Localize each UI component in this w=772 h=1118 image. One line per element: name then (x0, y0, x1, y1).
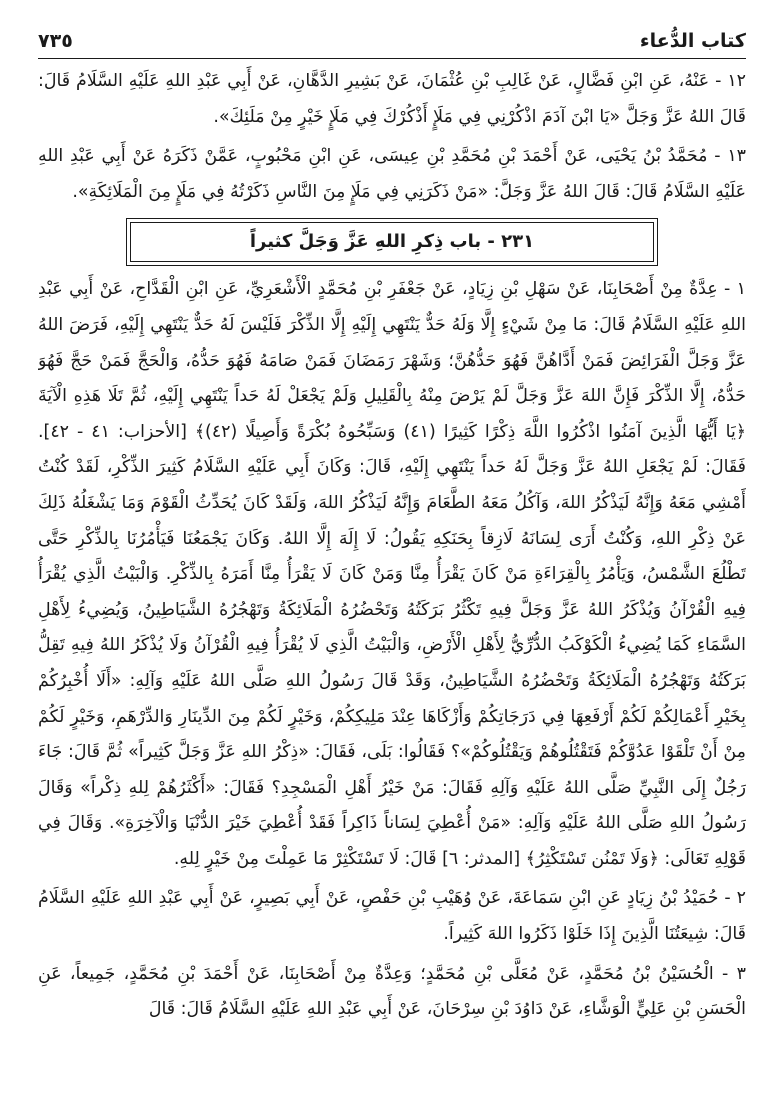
hadith-1: ١ - عِدَّةٌ مِنْ أَصْحَابِنَا، عَنْ سَهْلِ بْنِ زِيَادٍ، عَنْ جَعْفَرِ بْنِ مُحَمَّدٍ الْأَشْعَرِيِّ، عَنِ ابْنِ الْقَدَّاحِ، عَنْ أَبِي عَبْدِ اللهِ عَلَيْهِ السَّلَامُ قَالَ: مَا مِنْ شَيْءٍ إِلَّا وَلَهُ حَدٌّ يَنْتَهِي إِلَيْهِ إِلَّا الذِّكْرَ فَلَيْسَ لَهُ حَدٌّ يَنْتَهِي إِلَيْهِ، فَرَضَ اللهُ عَزَّ وَجَلَّ الْفَرَائِضَ فَمَنْ أَدَّاهُنَّ فَهُوَ حَدُّهُنَّ؛ وَشَهْرَ رَمَضَانَ فَمَنْ صَامَهُ فَهُوَ حَدُّهُ، وَالْحَجَّ فَمَنْ حَجَّ فَهُوَ حَدُّهُ، إِلَّا الذِّكْرَ فَإِنَّ اللهَ عَزَّ وَجَلَّ لَمْ يَرْضَ مِنْهُ بِالْقَلِيلِ وَلَمْ يَجْعَلْ لَهُ حَداً يَنْتَهِي إِلَيْهِ، ثُمَّ تَلَا هَذِهِ الْآيَةَ ﴿يَا أَيُّهَا الَّذِينَ آمَنُوا اذْكُرُوا اللَّهَ ذِكْرًا كَثِيرًا (٤١) وَسَبِّحُوهُ بُكْرَةً وَأَصِيلًا (٤٢)﴾ [الأحزاب: ٤١ - ٤٢]. فَقَالَ: لَمْ يَجْعَلِ اللهُ عَزَّ وَجَلَّ لَهُ حَداً يَنْتَهِي إِلَيْهِ، قَالَ: وَكَانَ أَبِي عَلَيْهِ السَّلَامُ كَثِيرَ الذِّكْرِ، لَقَدْ كُنْتُ أَمْشِي مَعَهُ وَإِنَّهُ لَيَذْكُرُ اللهَ، وَآكُلُ مَعَهُ الطَّعَامَ وَإِنَّهُ لَيَذْكُرُ اللهَ، وَلَقَدْ كَانَ يُحَدِّثُ الْقَوْمَ وَمَا يَشْغَلُهُ ذَلِكَ عَنْ ذِكْرِ اللهِ، وَكُنْتُ أَرَى لِسَانَهُ لَازِقاً بِحَنَكِهِ يَقُولُ: لَا إِلَهَ إِلَّا اللهُ. وَكَانَ يَجْمَعُنَا فَيَأْمُرُنَا بِالذِّكْرِ حَتَّى تَطْلُعَ الشَّمْسُ، وَيَأْمُرُ بِالْقِرَاءَةِ مَنْ كَانَ يَقْرَأُ مِنَّا وَمَنْ كَانَ لَا يَقْرَأُ مِنَّا أَمَرَهُ بِالذِّكْرِ. وَالْبَيْتُ الَّذِي يُقْرَأُ فِيهِ الْقُرْآنُ وَيُذْكَرُ اللهُ عَزَّ وَجَلَّ فِيهِ تَكْثُرُ بَرَكَتُهُ وَتَحْضُرُهُ الْمَلَائِكَةُ وَتَهْجُرُهُ الشَّيَاطِينُ، وَيُضِيءُ لِأَهْلِ السَّمَاءِ كَمَا يُضِيءُ الْكَوْكَبُ الدُّرِّيُّ لِأَهْلِ الْأَرْضِ، وَالْبَيْتُ الَّذِي لَا يُقْرَأُ فِيهِ الْقُرْآنُ وَلَا يُذْكَرُ اللهُ فِيهِ تَقِلُّ بَرَكَتُهُ وَتَهْجُرُهُ الْمَلَائِكَةُ وَتَحْضُرُهُ الشَّيَاطِينُ، وَقَدْ قَالَ رَسُولُ اللهِ صَلَّى اللهُ عَلَيْهِ وَآلِهِ: «أَلَا أُخْبِرُكُمْ بِخَيْرِ أَعْمَالِكُمْ لَكُمْ أَرْفَعِهَا فِي دَرَجَاتِكُمْ وَأَزْكَاهَا عِنْدَ مَلِيكِكُمْ، وَخَيْرٍ لَكُمْ مِنَ الدِّينَارِ وَالدِّرْهَمِ، وَخَيْرٍ لَكُمْ مِنْ أَنْ تَلْقَوْا عَدُوَّكُمْ فَتَقْتُلُوهُمْ وَيَقْتُلُوكُمْ»؟ فَقَالُوا: بَلَى، فَقَالَ: «ذِكْرُ اللهِ عَزَّ وَجَلَّ كَثِيراً» ثُمَّ قَالَ: جَاءَ رَجُلٌ إِلَى النَّبِيِّ صَلَّى اللهُ عَلَيْهِ وَآلِهِ فَقَالَ: مَنْ خَيْرُ أَهْلِ الْمَسْجِدِ؟ فَقَالَ: «أَكْثَرُهُمْ لِلهِ ذِكْراً» وَقَالَ رَسُولُ اللهِ صَلَّى اللهُ عَلَيْهِ وَآلِهِ: «مَنْ أُعْطِيَ لِسَاناً ذَاكِراً فَقَدْ أُعْطِيَ خَيْرَ الدُّنْيَا وَالْآخِرَةِ». وَقَالَ فِي قَوْلِهِ تَعَالَى: ﴿وَلَا تَمْنُن تَسْتَكْثِرُ﴾ [المدثر: ٦] قَالَ: لَا تَسْتَكْثِرْ مَا عَمِلْتَ مِنْ خَيْرٍ لِلهِ. (38, 279, 746, 869)
hadith-2: ٢ - حُمَيْدُ بْنُ زِيَادٍ عَنِ ابْنِ سَمَاعَةَ، عَنْ وُهَيْبِ بْنِ حَفْصٍ، عَنْ أَبِي بَصِيرٍ، عَنْ أَبِي عَبْدِ اللهِ عَلَيْهِ السَّلَامُ قَالَ: شِيعَتُنَا الَّذِينَ إِذَا خَلَوْا ذَكَرُوا اللهَ كَثِيراً. (38, 888, 746, 945)
running-title: كتاب الدُّعاء (639, 30, 746, 52)
book-page (38, 0, 746, 1118)
chapter-heading-box (126, 218, 658, 266)
chapter-title: ٢٣١ - باب ذِكرِ اللهِ عَزَّ وَجَلَّ كثيراً (130, 222, 654, 262)
hadith-13: ١٣ - مُحَمَّدُ بْنُ يَحْيَى، عَنْ أَحْمَدَ بْنِ مُحَمَّدِ بْنِ عِيسَى، عَنِ ابْنِ مَحْبُوبٍ، عَمَّنْ ذَكَرَهُ عَنْ أَبِي عَبْدِ اللهِ عَلَيْهِ السَّلَامُ قَالَ: قَالَ اللهُ عَزَّ وَجَلَّ: «مَنْ ذَكَرَنِي فِي مَلَإٍ مِنَ النَّاسِ ذَكَرْتُهُ فِي مَلَإٍ مِنَ الْمَلَائِكَةِ». (38, 146, 746, 202)
hadith-3: ٣ - الْحُسَيْنُ بْنُ مُحَمَّدٍ، عَنْ مُعَلَّى بْنِ مُحَمَّدٍ؛ وَعِدَّةٌ مِنْ أَصْحَابِنَا، عَنْ أَحْمَدَ بْنِ مُحَمَّدٍ، جَمِيعاً، عَنِ الْحَسَنِ بْنِ عَلِيٍّ الْوَشَّاءِ، عَنْ دَاوُدَ بْنِ سِرْحَانَ، عَنْ أَبِي عَبْدِ اللهِ عَلَيْهِ السَّلَامُ قَالَ: قَالَ (38, 963, 746, 1020)
hadith-12: ١٢ - عَنْهُ، عَنِ ابْنِ فَضَّالٍ، عَنْ غَالِبِ بْنِ عُثْمَانَ، عَنْ بَشِيرِ الدَّهَّانِ، عَنْ أَبِي عَبْدِ اللهِ عَلَيْهِ السَّلَامُ قَالَ: قَالَ اللهُ عَزَّ وَجَلَّ «يَا ابْنَ آدَمَ اذْكُرْنِي فِي مَلَإٍ أَذْكُرْكَ فِي مَلَإٍ خَيْرٍ مِنْ مَلَئِكَ». (38, 71, 746, 127)
page-number: ٧٣٥ (38, 30, 73, 52)
page-body (38, 64, 746, 1118)
page-header (38, 18, 746, 59)
